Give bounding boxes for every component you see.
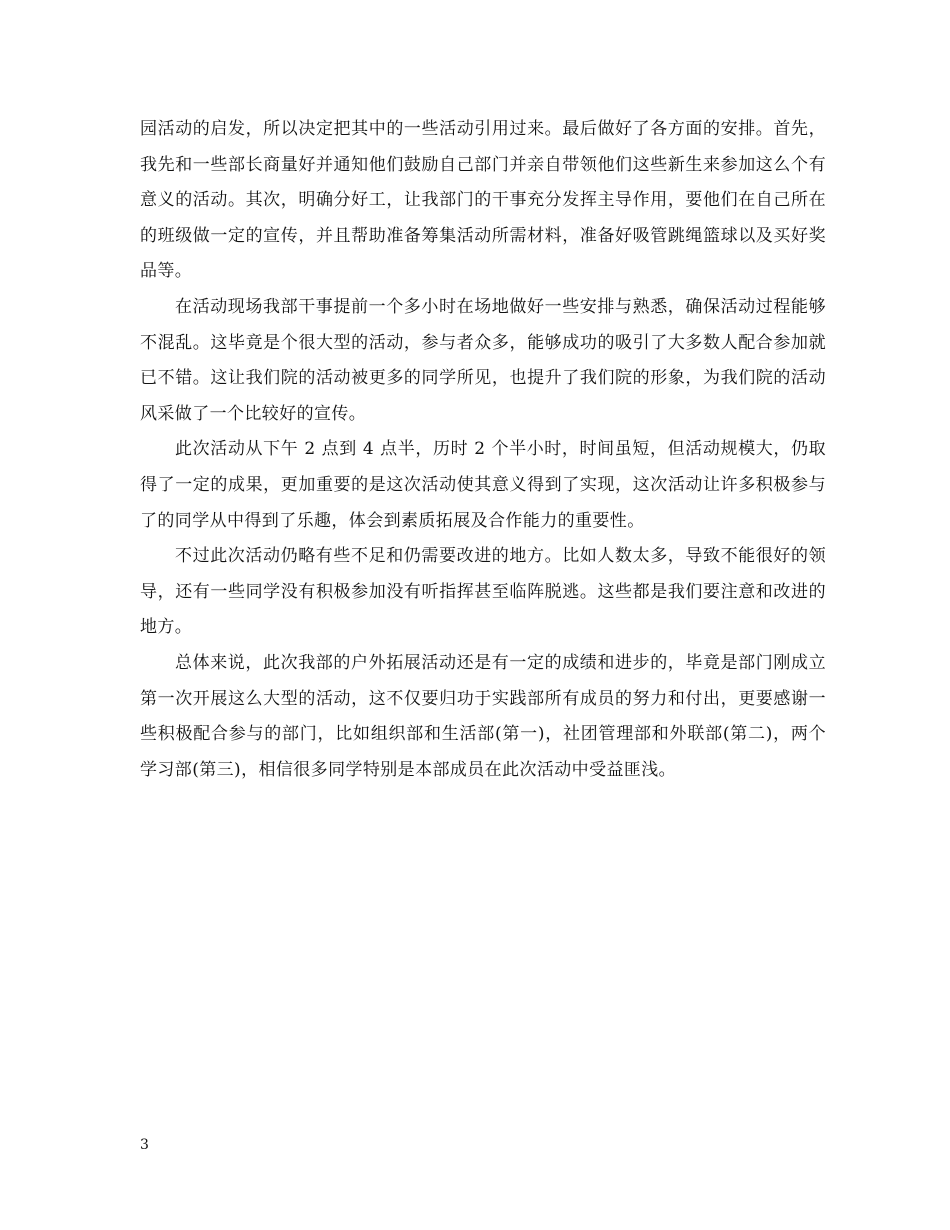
paragraph-duration: 此次活动从下午 2 点到 4 点半，历时 2 个半小时，时间虽短，但活动规模大，仍取得了一定的成果，更加重要的是这次活动使其意义得到了实现，这次活动让许多积极参与了的同学从中得到了乐趣，体会到素质拓展及合作能力的重要性。: [140, 439, 826, 531]
paragraph-continued: 园活动的启发，所以决定把其中的一些活动引用过来。最后做好了各方面的安排。首先，我先和一些部长商量好并通知他们鼓励自己部门并亲自带领他们这些新生来参加这么个有意义的活动。其次，明确分好工，让我部门的干事充分发挥主导作用，要他们在自己所在的班级做一定的宣传，并且帮助准备筹集活动所需材料，准备好吸管跳绳篮球以及买好奖品等。: [140, 119, 826, 282]
page-number: 3: [140, 1137, 149, 1153]
paragraph-shortcomings: 不过此次活动仍略有些不足和仍需要改进的地方。比如人数太多，导致不能很好的领导，还有一些同学没有积极参加没有听指挥甚至临阵脱逃。这些都是我们要注意和改进的地方。: [140, 546, 826, 638]
paragraph-summary: 总体来说，此次我部的户外拓展活动还是有一定的成绩和进步的，毕竟是部门刚成立第一次开展这么大型的活动，这不仅要归功于实践部所有成员的努力和付出，更要感谢一些积极配合参与的部门，比如组织部和生活部(第一)，社团管理部和外联部(第二)，两个学习部(第三)，相信很多同学特别是本部成员在此次活动中受益匪浅。: [140, 652, 826, 780]
document-body: [140, 112, 826, 788]
paragraph-on-site: 在活动现场我部干事提前一个多小时在场地做好一些安排与熟悉，确保活动过程能够不混乱。这毕竟是个很大型的活动，参与者众多，能够成功的吸引了大多数人配合参加就已不错。这让我们院的活动被更多的同学所见，也提升了我们院的形象，为我们院的活动风采做了一个比较好的宣传。: [140, 296, 826, 424]
